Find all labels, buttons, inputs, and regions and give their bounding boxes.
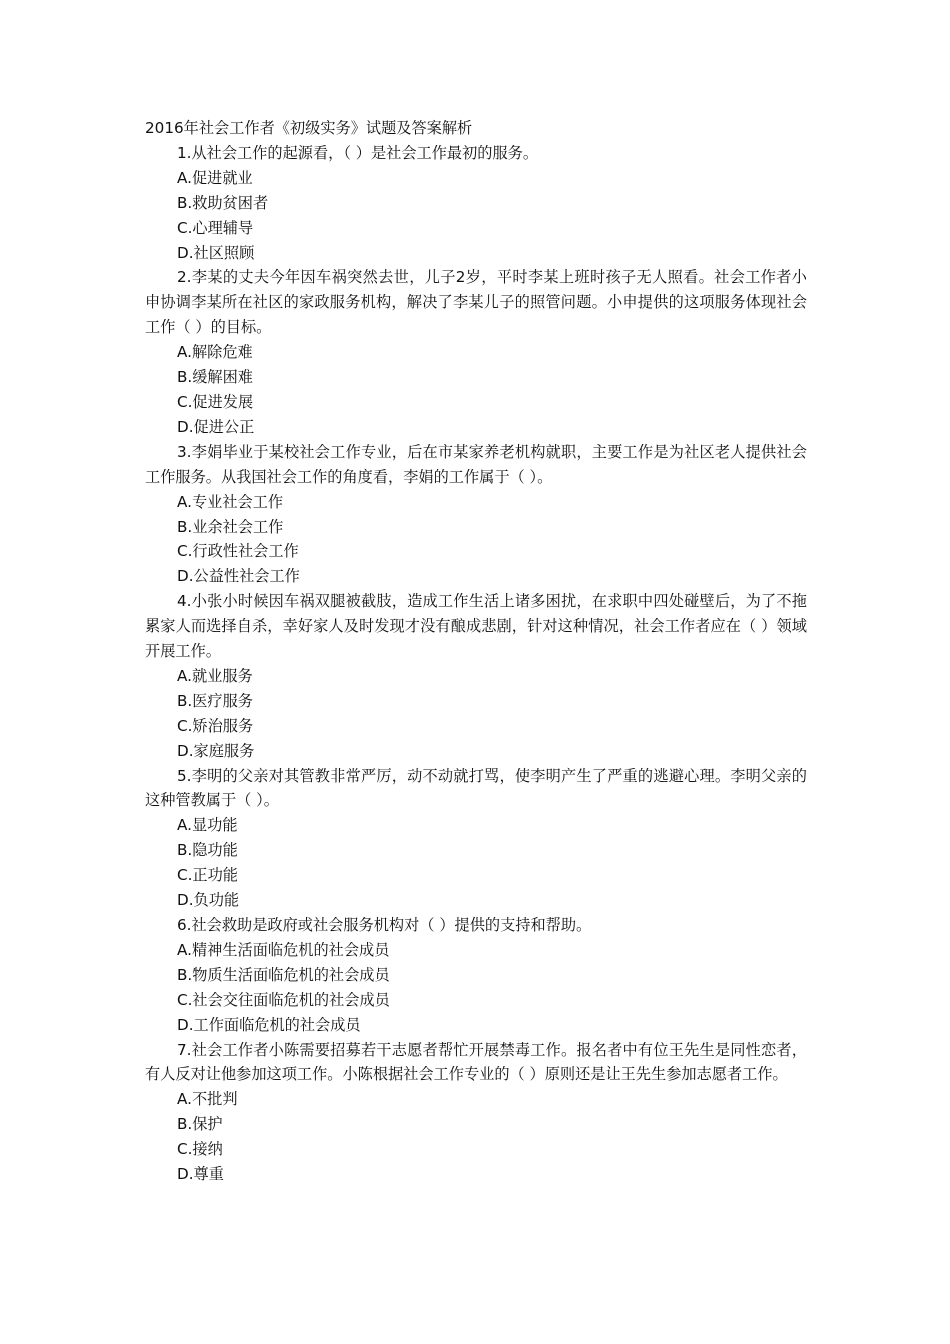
option-c: C.社会交往面临危机的社会成员: [177, 990, 390, 1009]
option-d: D.公益性社会工作: [177, 567, 300, 586]
question-stem: 2.李某的丈夫今年因车祸突然去世，儿子2岁，平时李某上班时孩子无人照看。社会工作者小申协调李某所在社区的家政服务机构，解决了李某儿子的照管问题。小申提供的这项服务体现社会工作（ ）的目标。: [145, 268, 807, 337]
option-c: C.正功能: [177, 866, 238, 885]
option-d: D.促进公正: [177, 417, 255, 436]
option-list: [145, 490, 807, 590]
option-c: C.心理辅导: [177, 218, 254, 237]
question-stem: 4.小张小时候因车祸双腿被截肢，造成工作生活上诸多困扰，在求职中四处碰壁后，为了不拖累家人而选择自杀，幸好家人及时发现才没有酿成悲剧，针对这种情况，社会工作者应在（ ）领域开展工作。: [145, 592, 807, 661]
question-4: [145, 589, 807, 763]
question-1: [145, 141, 807, 266]
option-d: D.家庭服务: [177, 741, 255, 760]
option-d: D.社区照顾: [177, 243, 255, 262]
option-c: C.接纳: [177, 1140, 223, 1159]
question-stem: 5.李明的父亲对其管教非常严厉，动不动就打骂，使李明产生了严重的逃避心理。李明父亲的这种管教属于（ ）。: [145, 766, 807, 810]
option-b: B.保护: [177, 1115, 223, 1134]
option-c: C.行政性社会工作: [177, 542, 299, 561]
question-6: [145, 913, 807, 1038]
option-a: A.解除危难: [177, 343, 253, 362]
question-7: [145, 1038, 807, 1187]
document-title: 2016年社会工作者《初级实务》试题及答案解析: [145, 119, 473, 137]
question-stem: 7.社会工作者小陈需要招募若干志愿者帮忙开展禁毒工作。报名者中有位王先生是同性恋者，有人反对让他参加这项工作。小陈根据社会工作专业的（ ）原则还是让王先生参加志愿者工作。: [145, 1040, 807, 1084]
option-a: A.精神生活面临危机的社会成员: [177, 940, 390, 959]
option-d: D.尊重: [177, 1165, 224, 1184]
option-b: B.缓解困难: [177, 368, 253, 387]
option-list: [145, 813, 807, 913]
option-d: D.工作面临危机的社会成员: [177, 1015, 361, 1034]
option-d: D.负功能: [177, 891, 240, 910]
option-b: B.医疗服务: [177, 691, 253, 710]
option-a: A.专业社会工作: [177, 492, 284, 511]
option-list: [145, 938, 807, 1038]
document-content: [145, 116, 807, 1187]
option-b: B.物质生活面临危机的社会成员: [177, 965, 390, 984]
question-2: [145, 265, 807, 439]
question-5: [145, 764, 807, 913]
option-a: A.不批判: [177, 1090, 238, 1109]
option-a: A.促进就业: [177, 168, 253, 187]
option-a: A.显功能: [177, 816, 238, 835]
question-stem: 1.从社会工作的起源看，（ ）是社会工作最初的服务。: [177, 143, 539, 162]
option-a: A.就业服务: [177, 666, 253, 685]
question-stem: 3.李娟毕业于某校社会工作专业，后在市某家养老机构就职，主要工作是为社区老人提供社会工作服务。从我国社会工作的角度看，李娟的工作属于（ ）。: [145, 442, 807, 486]
option-c: C.矫治服务: [177, 716, 254, 735]
question-stem: 6.社会救助是政府或社会服务机构对（ ）提供的支持和帮助。: [177, 916, 592, 934]
option-list: [145, 1087, 807, 1187]
option-list: [145, 664, 807, 764]
option-b: B.隐功能: [177, 841, 238, 860]
option-list: [145, 166, 807, 266]
option-c: C.促进发展: [177, 392, 254, 411]
question-3: [145, 440, 807, 589]
option-list: [145, 340, 807, 440]
option-b: B.业余社会工作: [177, 517, 284, 536]
option-b: B.救助贫困者: [177, 193, 269, 212]
